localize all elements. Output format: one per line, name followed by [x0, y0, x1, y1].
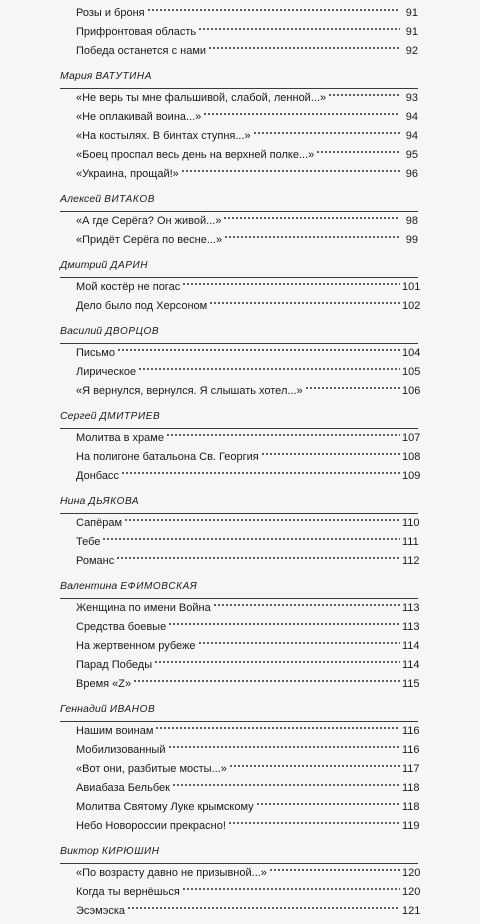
entry-title: Эсэмэска [76, 905, 125, 917]
dot-leader [172, 782, 400, 788]
page-number: 119 [402, 820, 420, 832]
entry-title: «Боец проспал весь день на верхней полке...» [76, 149, 315, 161]
dot-leader [208, 45, 400, 51]
toc-entry [76, 741, 418, 760]
author-heading [60, 697, 418, 722]
toc-entry [76, 89, 418, 108]
author-first-name: Сергей [60, 410, 97, 422]
page-number: 114 [402, 640, 420, 652]
dot-leader [121, 470, 400, 476]
author-last-name: ДВОРЦОВ [105, 326, 160, 337]
author-section [60, 574, 418, 694]
dot-leader [261, 451, 400, 457]
toc-entry [76, 883, 421, 902]
toc-entry [76, 722, 418, 741]
toc-entry [76, 42, 418, 61]
toc-entry [76, 382, 421, 401]
author-first-name: Валентина [60, 580, 118, 592]
author-last-name: ВИТАКОВ [104, 194, 155, 205]
dot-leader [182, 886, 400, 892]
dot-leader [224, 234, 400, 240]
dot-leader [198, 26, 400, 32]
author-last-name: ВАТУТИНА [95, 71, 152, 82]
page-number: 114 [402, 659, 420, 671]
author-section [60, 4, 418, 61]
toc-entry [76, 675, 418, 694]
author-first-name: Геннадий [60, 703, 107, 715]
toc-entry [76, 467, 421, 486]
toc-entry [76, 108, 418, 127]
entry-title: Нашим воинам [76, 725, 154, 737]
dot-leader [256, 801, 400, 807]
page-number: 91 [405, 7, 418, 19]
entry-title: Средства боевые [76, 621, 167, 633]
page-number: 92 [405, 45, 418, 57]
toc-entry [76, 363, 421, 382]
dot-leader [253, 130, 400, 136]
toc-entry [76, 798, 418, 817]
entry-title: Парад Победы [76, 659, 153, 671]
entry-title: Розы и броня [76, 7, 145, 19]
page-number: 107 [402, 432, 421, 444]
dot-leader [102, 536, 400, 542]
toc-entry [76, 448, 421, 467]
author-heading [60, 64, 418, 89]
page-number: 96 [405, 168, 418, 180]
entry-title: Победа останется с нами [76, 45, 207, 57]
toc-entry [76, 212, 418, 231]
entry-title: Небо Новороссии прекрасно! [76, 820, 226, 832]
toc-entry [76, 165, 418, 184]
toc-entry [76, 146, 418, 165]
author-last-name: ЕФИМОВСКАЯ [120, 581, 198, 592]
page-number: 110 [402, 517, 420, 529]
author-section [60, 489, 418, 571]
dot-leader [168, 621, 400, 627]
author-section [60, 404, 421, 486]
page-number: 105 [402, 366, 421, 378]
page-number: 120 [402, 886, 421, 898]
dot-leader [209, 300, 400, 306]
author-first-name: Виктор [60, 845, 99, 857]
dot-leader [229, 763, 400, 769]
toc-entry [76, 864, 421, 883]
page-number: 95 [405, 149, 418, 161]
toc-entry [76, 514, 418, 533]
entry-title: «Не оплакивай воина...» [76, 111, 202, 123]
page-number: 99 [405, 234, 418, 246]
author-heading [60, 319, 418, 344]
entry-title: Когда ты вернёшься [76, 886, 180, 898]
author-last-name: ДАРИН [110, 260, 149, 271]
toc-entry [76, 779, 418, 798]
author-section [60, 839, 421, 921]
toc-entry [76, 429, 421, 448]
page-number: 113 [402, 621, 420, 633]
author-section [60, 64, 418, 184]
dot-leader [305, 385, 400, 391]
author-section [60, 697, 418, 836]
page-number: 113 [402, 602, 420, 614]
author-first-name: Алексей [60, 193, 102, 205]
entry-title: «Придёт Серёга по весне...» [76, 234, 223, 246]
author-heading [60, 574, 418, 599]
page-number: 93 [405, 92, 418, 104]
toc-entry [76, 297, 421, 316]
toc-entry [76, 4, 418, 23]
entry-title: Дело было под Херсоном [76, 300, 208, 312]
author-heading [60, 187, 418, 212]
page-number: 108 [402, 451, 421, 463]
dot-leader [147, 7, 400, 13]
dot-leader [328, 92, 400, 98]
page-number: 106 [402, 385, 421, 397]
entry-title: «Украина, прощай!» [76, 168, 179, 180]
toc-entry [76, 637, 418, 656]
entry-title: Авиабаза Бельбек [76, 782, 170, 794]
dot-leader [124, 517, 400, 523]
toc-entry [76, 23, 418, 42]
page-number: 109 [402, 470, 421, 482]
entry-title: Письмо [76, 347, 115, 359]
toc-entry [76, 902, 421, 921]
entry-title: Тебе [76, 536, 101, 548]
dot-leader [168, 744, 401, 750]
author-section [60, 253, 421, 316]
page-number: 118 [402, 782, 420, 794]
page-number: 112 [402, 555, 420, 567]
entry-title: Молитва в храме [76, 432, 164, 444]
page-number: 102 [402, 300, 421, 312]
dot-leader [133, 678, 400, 684]
entry-title: Мой костёр не погас [76, 281, 181, 293]
author-last-name: КИРЮШИН [101, 846, 160, 857]
entry-title: «Я вернулся, вернулся. Я слышать хотел...» [76, 385, 303, 397]
toc-entry [76, 278, 421, 297]
dot-leader [138, 366, 400, 372]
entry-title: Романс [76, 555, 115, 567]
author-first-name: Василий [60, 325, 103, 337]
author-heading [60, 404, 418, 429]
dot-leader [155, 725, 400, 731]
page-number: 94 [405, 111, 418, 123]
entry-title: На полигоне батальона Св. Георгия [76, 451, 259, 463]
entry-title: Мобилизованный [76, 744, 166, 756]
author-heading [60, 253, 418, 278]
page-number: 118 [402, 801, 420, 813]
entry-title: «По возрасту давно не призывной...» [76, 867, 267, 879]
dot-leader [198, 640, 401, 646]
author-first-name: Дмитрий [60, 259, 108, 271]
author-last-name: ДЬЯКОВА [88, 496, 140, 507]
page-number: 91 [405, 26, 418, 38]
page-number: 116 [402, 725, 420, 737]
entry-title: Время «Z» [76, 678, 132, 690]
page-number: 115 [402, 678, 420, 690]
toc-entry [76, 817, 418, 836]
entry-title: Сапёрам [76, 517, 123, 529]
page-number: 121 [402, 905, 421, 917]
dot-leader [117, 347, 400, 353]
toc-entry [76, 533, 418, 552]
toc-entry [76, 618, 418, 637]
author-section [60, 319, 421, 401]
toc-entry [76, 599, 418, 618]
dot-leader [116, 555, 400, 561]
table-of-contents [60, 4, 421, 924]
author-last-name: ИВАНОВ [109, 704, 156, 715]
toc-entry [76, 127, 418, 146]
entry-title: Донбасс [76, 470, 119, 482]
toc-entry [76, 552, 418, 571]
entry-title: Молитва Святому Луке крымскому [76, 801, 254, 813]
entry-title: На жертвенном рубеже [76, 640, 196, 652]
dot-leader [181, 168, 400, 174]
page-number: 101 [402, 281, 421, 293]
page-number: 111 [402, 536, 419, 548]
dot-leader [203, 111, 400, 117]
entry-title: «На костылях. В бинтах ступня...» [76, 130, 251, 142]
toc-entry [76, 231, 418, 250]
dot-leader [127, 905, 400, 911]
author-heading [60, 489, 418, 514]
entry-title: «Вот они, разбитые мосты...» [76, 763, 227, 775]
dot-leader [316, 149, 400, 155]
entry-title: «Не верь ты мне фальшивой, слабой, ленной...» [76, 92, 327, 104]
author-first-name: Нина [60, 495, 86, 507]
author-heading [60, 839, 418, 864]
dot-leader [166, 432, 400, 438]
author-section [60, 187, 418, 250]
dot-leader [154, 659, 400, 665]
page-number: 116 [402, 744, 420, 756]
dot-leader [182, 281, 400, 287]
page-number: 117 [402, 763, 420, 775]
page-number: 94 [405, 130, 418, 142]
entry-title: «А где Серёга? Он живой...» [76, 215, 222, 227]
author-first-name: Мария [60, 70, 93, 82]
page-number: 98 [405, 215, 418, 227]
toc-entry [76, 656, 418, 675]
toc-entry [76, 344, 421, 363]
toc-entry [76, 760, 418, 779]
author-last-name: ДМИТРИЕВ [99, 411, 161, 422]
dot-leader [213, 602, 400, 608]
entry-title: Женщина по имени Война [76, 602, 211, 614]
entry-title: Лирическое [76, 366, 137, 378]
page-number: 104 [402, 347, 421, 359]
page-number: 120 [402, 867, 421, 879]
dot-leader [228, 820, 400, 826]
dot-leader [223, 215, 400, 221]
dot-leader [269, 867, 400, 873]
entry-title: Прифронтовая область [76, 26, 197, 38]
